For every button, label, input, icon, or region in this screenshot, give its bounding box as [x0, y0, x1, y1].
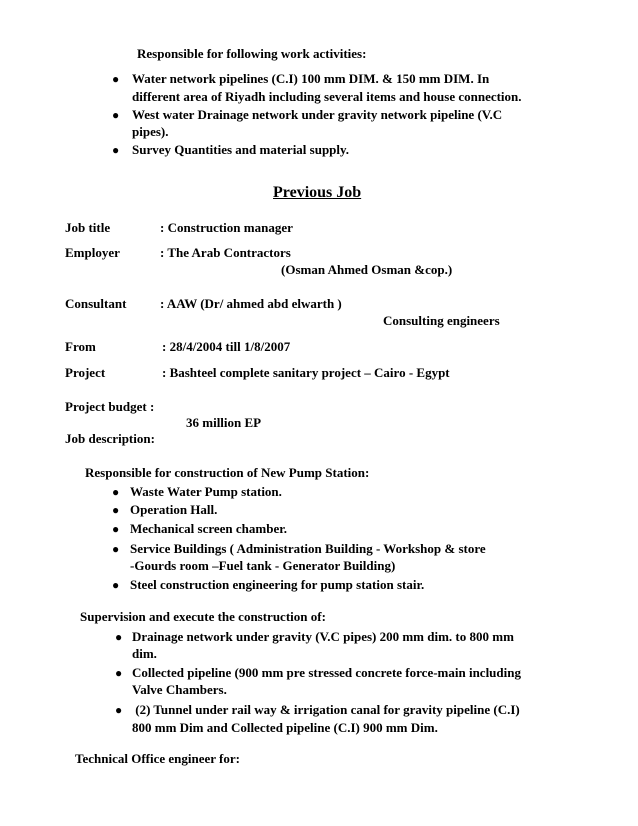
employer-value-2: (Osman Ahmed Osman &cop.) — [281, 262, 453, 277]
supervision-heading: Supervision and execute the construction of: — [80, 609, 326, 624]
technical-office-heading: Technical Office engineer for: — [75, 751, 240, 766]
employer-label: Employer — [65, 245, 120, 260]
intro-item-1-line-1: Water network pipelines (C.I) 100 mm DIM. & 150 mm DIM. In — [132, 71, 490, 86]
bullet-dot: ● — [112, 578, 120, 592]
construction-item-2: Operation Hall. — [130, 502, 218, 517]
bullet-dot: ● — [115, 703, 123, 717]
intro-heading: Responsible for following work activities: — [137, 46, 367, 61]
project-value: : Bashteel complete sanitary project – Cairo - Egypt — [162, 365, 450, 380]
construction-item-4-line-1: Service Buildings ( Administration Building - Workshop & store — [130, 541, 486, 556]
construction-item-5: Steel construction engineering for pump station stair. — [130, 577, 425, 592]
construction-heading: Responsible for construction of New Pump Station: — [85, 465, 370, 480]
supervision-item-2-line-2: Valve Chambers. — [132, 682, 227, 697]
supervision-item-1-line-1: Drainage network under gravity (V.C pipes) 200 mm dim. to 800 mm — [132, 629, 514, 644]
consultant-value-2: Consulting engineers — [383, 313, 500, 328]
construction-item-3: Mechanical screen chamber. — [130, 521, 288, 536]
intro-item-2-line-2: pipes). — [132, 124, 169, 139]
intro-item-2-line-1: West water Drainage network under gravity network pipeline (V.C — [132, 107, 503, 122]
from-label: From — [65, 339, 96, 354]
intro-item-3-line-1: Survey Quantities and material supply. — [132, 142, 350, 157]
bullet-dot: ● — [115, 666, 123, 680]
intro-item-1-line-2: different area of Riyadh including several items and house connection. — [132, 89, 522, 104]
section-title: Previous Job — [273, 184, 362, 201]
budget-label: Project budget : — [65, 399, 155, 414]
bullet-dot: ● — [112, 485, 120, 499]
bullet-dot: ● — [112, 503, 120, 517]
consultant-label: Consultant — [65, 296, 127, 311]
bullet-dot: ● — [112, 72, 120, 86]
budget-value: 36 million EP — [186, 415, 262, 430]
project-label: Project — [65, 365, 106, 380]
consultant-value: : AAW (Dr/ ahmed abd elwarth ) — [160, 296, 342, 311]
construction-item-1: Waste Water Pump station. — [130, 484, 282, 499]
bullet-dot: ● — [112, 542, 120, 556]
supervision-item-2-line-1: Collected pipeline (900 mm pre stressed concrete force-main including — [132, 665, 521, 680]
supervision-item-3-line-1: (2) Tunnel under rail way & irrigation canal for gravity pipeline (C.I) — [132, 702, 520, 717]
job-description-label: Job description: — [65, 431, 155, 446]
bullet-dot: ● — [112, 108, 120, 122]
job-title-label: Job title — [65, 220, 111, 235]
bullet-dot: ● — [112, 522, 120, 536]
from-value: : 28/4/2004 till 1/8/2007 — [162, 339, 291, 354]
bullet-dot: ● — [112, 143, 120, 157]
construction-item-4-line-2: -Gourds room –Fuel tank - Generator Building) — [130, 558, 396, 573]
supervision-item-3-line-2: 800 mm Dim and Collected pipeline (C.I) 900 mm Dim. — [132, 720, 438, 735]
employer-value: : The Arab Contractors — [160, 245, 291, 260]
job-title-value: : Construction manager — [160, 220, 293, 235]
supervision-item-1-line-2: dim. — [132, 646, 157, 661]
bullet-dot: ● — [115, 630, 123, 644]
